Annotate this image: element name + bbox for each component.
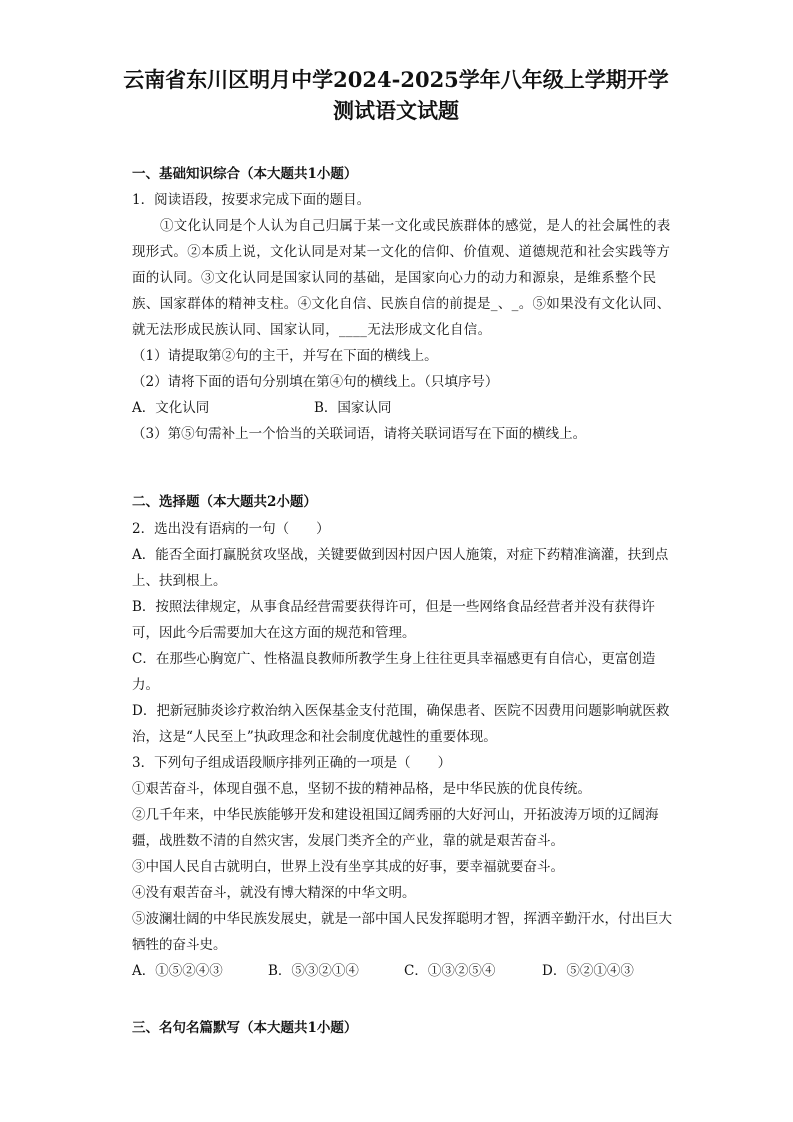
option-a: A．文化认同 bbox=[132, 400, 210, 416]
reading-passage: ①文化认同是个人认为自己归属于某一文化或民族群体的感觉，是人的社会属性的表现形式。②本质上说，文化认同是对某一文化的信仰、价值观、道德规范和社会实践等方面的认同。③文化认同是国家认同的基础，是国家向心力的动力和源泉，是维系整个民族、国家群体的精神支柱。④文化自信、民族自信的前提是_、_。⑤如果没有文化认同、就无法形成民族认同、国家认同，____无法形成文化自信。 bbox=[132, 218, 671, 338]
question-1-sub-3: （3）第⑤句需补上一个恰当的关联词语，请将关联词语写在下面的横线上。 bbox=[132, 426, 587, 442]
title-line-2: 测试语文试题 bbox=[333, 98, 459, 123]
question-3-option-b: B．⑤③②①④ bbox=[268, 963, 359, 979]
question-1-sub-2: （2）请将下面的语句分别填在第④句的横线上。（只填序号） bbox=[132, 374, 499, 390]
question-3-sentence-3: ③中国人民自古就明白，世界上没有坐享其成的好事，要幸福就要奋斗。 bbox=[132, 859, 564, 875]
question-1-stem: 1．阅读语段，按要求完成下面的题目。 bbox=[132, 192, 371, 208]
option-b: B．国家认同 bbox=[314, 400, 392, 416]
question-3-sentence-4: ④没有艰苦奋斗，就没有博大精深的中华文明。 bbox=[132, 885, 416, 901]
document-title bbox=[96, 64, 696, 126]
question-3-option-d: D．⑤②①④③ bbox=[542, 963, 634, 979]
question-2-stem: 2．选出没有语病的一句（ ） bbox=[132, 521, 330, 537]
question-3-stem: 3．下列句子组成语段顺序排列正确的一项是（ ） bbox=[132, 755, 452, 771]
question-2-option-b: B．按照法律规定，从事食品经营需要获得许可，但是一些网络食品经营者并没有获得许可，因此今后需要加大在这方面的规范和管理。 bbox=[132, 599, 655, 641]
title-line-1: 云南省东川区明月中学2024-2025学年八年级上学期开学 bbox=[123, 67, 669, 92]
question-3-option-c: C．①③②⑤④ bbox=[404, 963, 496, 979]
question-3-options bbox=[132, 958, 672, 984]
question-2-option-c: C．在那些心胸宽广、性格温良教师所教学生身上往往更具幸福感更有自信心，更富创造力。 bbox=[132, 651, 656, 693]
question-2-option-d: D．把新冠肺炎诊疗救治纳入医保基金支付范围，确保患者、医院不因费用问题影响就医救治，这是“人民至上”执政理念和社会制度优越性的重要体现。 bbox=[132, 703, 670, 745]
section-3-heading: 三、名句名篇默写（本大题共1小题） bbox=[132, 1020, 358, 1036]
question-2-option-a: A．能否全面打赢脱贫攻坚战，关键要做到因村因户因人施策，对症下药精准滴灌，扶到点上、扶到根上。 bbox=[132, 547, 669, 589]
section-1-heading: 一、基础知识综合（本大题共1小题） bbox=[132, 166, 358, 182]
question-3-sentence-2: ②几千年来，中华民族能够开发和建设祖国辽阔秀丽的大好河山，开拓波涛万顷的辽阔海疆，战胜数不清的自然灾害，发展门类齐全的产业，靠的就是艰苦奋斗。 bbox=[132, 807, 659, 849]
question-2-and-3 bbox=[132, 516, 672, 984]
question-3-sentence-5: ⑤波澜壮阔的中华民族发展史，就是一部中国人民发挥聪明才智，挥洒辛勤汗水，付出巨大牺牲的奋斗史。 bbox=[132, 911, 672, 953]
question-3-sentence-1: ①艰苦奋斗，体现自强不息，坚韧不拔的精神品格，是中华民族的优良传统。 bbox=[132, 781, 591, 797]
section-2-heading: 二、选择题（本大题共2小题） bbox=[132, 494, 317, 510]
question-3-option-a: A．①⑤②④③ bbox=[132, 963, 223, 979]
question-1-sub-1: （1）请提取第②句的主干，并写在下面的横线上。 bbox=[132, 348, 438, 364]
question-1 bbox=[132, 187, 672, 447]
question-1-options bbox=[132, 395, 672, 421]
